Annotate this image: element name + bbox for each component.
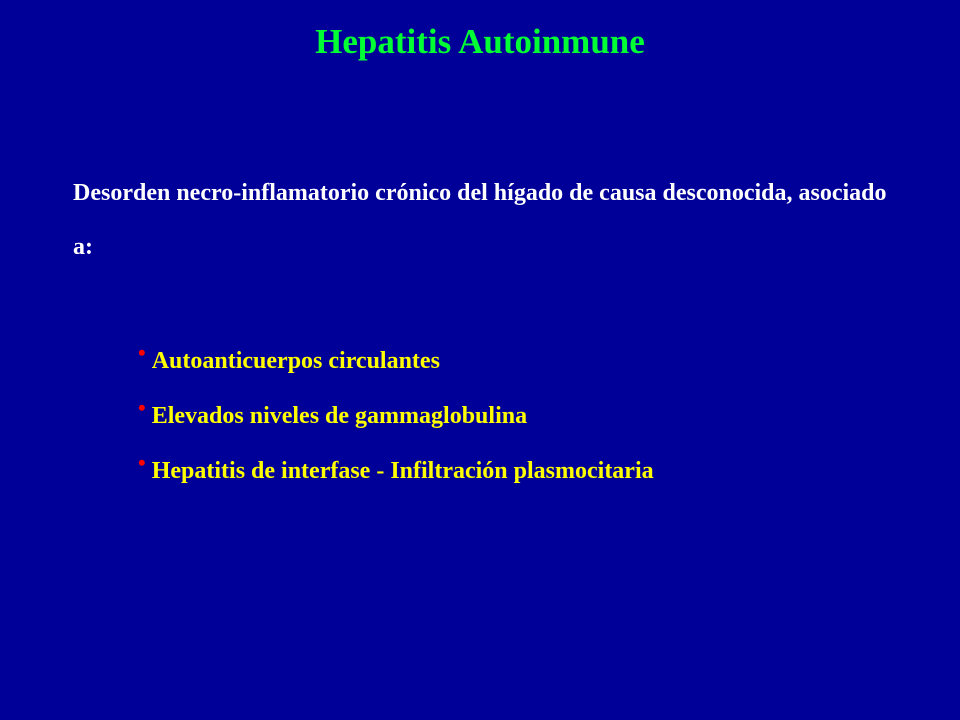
slide-title: Hepatitis Autoinmune [315, 22, 645, 61]
list-item [138, 443, 654, 498]
intro-paragraph: Desorden necro-inflamatorio crónico del hígado de causa desconocida, asociado a: [73, 180, 887, 260]
bullet-list [138, 333, 654, 498]
bullet-text: Hepatitis de interfase - Infiltración plasmocitaria [151, 458, 654, 484]
bullet-text: Autoanticuerpos circulantes [151, 348, 440, 374]
list-item [138, 388, 654, 443]
bullet-text: Elevados niveles de gammaglobulina [151, 403, 528, 429]
bullet-icon: • [138, 450, 146, 475]
bullet-icon: • [138, 395, 146, 420]
list-item [138, 333, 654, 388]
bullet-icon: • [138, 340, 146, 365]
